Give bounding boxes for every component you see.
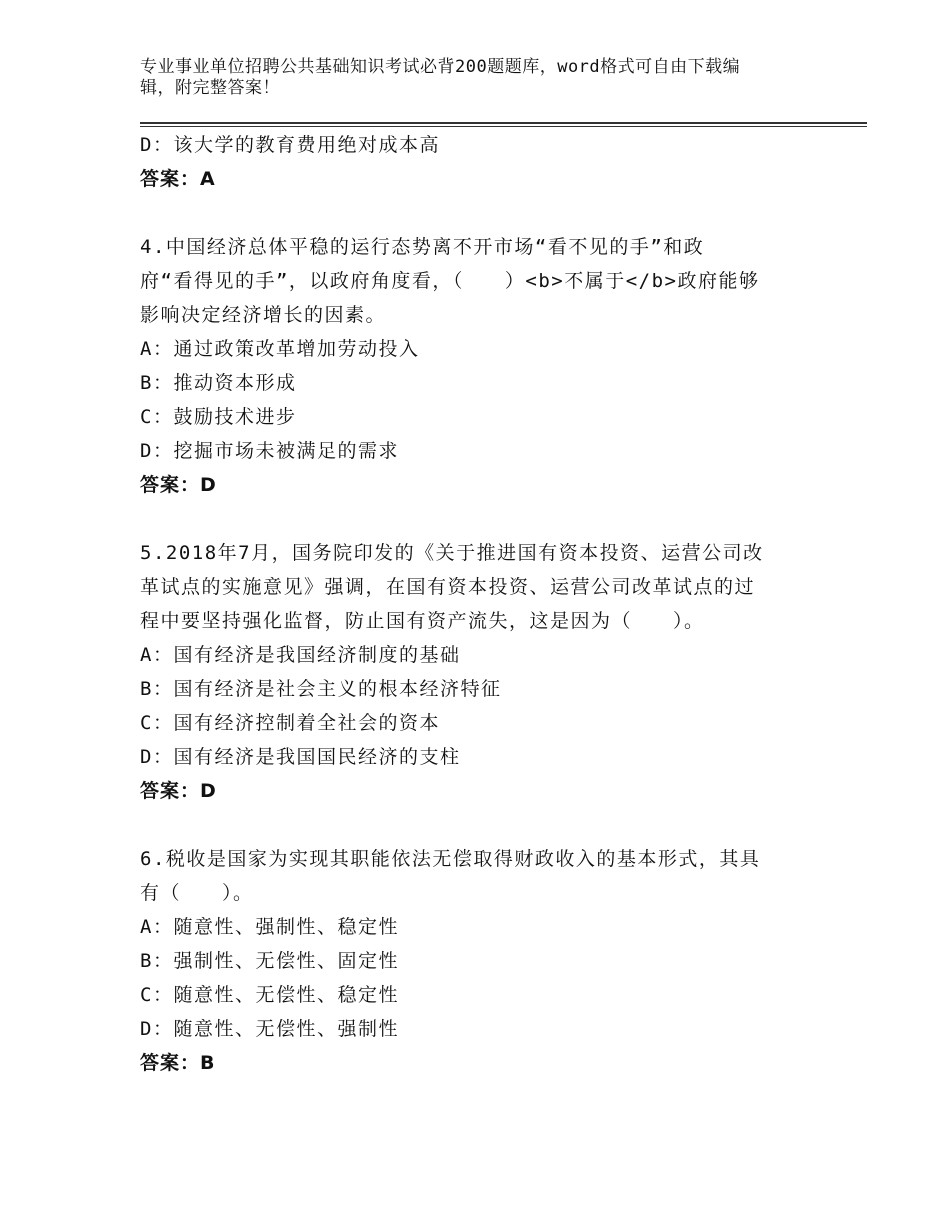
q4-option-d: D：挖掘市场未被满足的需求 <box>140 440 399 462</box>
header-divider-thin <box>140 126 867 127</box>
q3-option-d: D：该大学的教育费用绝对成本高 <box>140 134 440 156</box>
q5-option-a: A：国有经济是我国经济制度的基础 <box>140 644 461 666</box>
q6-option-d: D：随意性、无偿性、强制性 <box>140 1018 399 1040</box>
header-divider-thick <box>140 122 867 124</box>
q4-option-a: A：通过政策改革增加劳动投入 <box>140 338 420 360</box>
q5-stem-line-2: 革试点的实施意见》强调，在国有资本投资、运营公司改革试点的过 <box>140 576 756 598</box>
question-6 <box>140 842 820 1080</box>
q5-option-d: D：国有经济是我国国民经济的支柱 <box>140 746 461 768</box>
q4-stem-line-2: 府“看得见的手”，以政府角度看，（ ）<b>不属于</b>政府能够 <box>140 270 760 292</box>
q6-stem-line-1: 6.税收是国家为实现其职能依法无偿取得财政收入的基本形式，其具 <box>140 848 761 870</box>
q5-stem-line-1: 5.2018年7月，国务院印发的《关于推进国有资本投资、运营公司改 <box>140 542 764 564</box>
q6-stem-line-2: 有（ ）。 <box>140 882 254 904</box>
q5-answer: 答案：D <box>140 780 217 802</box>
q4-stem-line-1: 4.中国经济总体平稳的运行态势离不开市场“看不见的手”和政 <box>140 236 705 258</box>
question-4 <box>140 230 820 502</box>
q3-answer: 答案：A <box>140 168 216 190</box>
q4-option-b: B：推动资本形成 <box>140 372 297 394</box>
spacer <box>140 808 820 842</box>
spacer <box>140 196 820 230</box>
question-5 <box>140 536 820 808</box>
header-line-2: 辑，附完整答案！ <box>140 78 280 98</box>
q5-option-c: C：国有经济控制着全社会的资本 <box>140 712 440 734</box>
q6-option-c: C：随意性、无偿性、稳定性 <box>140 984 399 1006</box>
q6-answer: 答案：B <box>140 1052 216 1074</box>
question-list <box>140 128 820 1080</box>
q4-answer: 答案：D <box>140 474 217 496</box>
q6-option-a: A：随意性、强制性、稳定性 <box>140 916 399 938</box>
q5-option-b: B：国有经济是社会主义的根本经济特征 <box>140 678 502 700</box>
q6-option-b: B：强制性、无偿性、固定性 <box>140 950 399 972</box>
header-line-1: 专业事业单位招聘公共基础知识考试必背200题题库，word格式可自由下载编 <box>140 57 741 77</box>
q4-stem-line-3: 影响决定经济增长的因素。 <box>140 304 387 326</box>
page-header <box>140 57 800 99</box>
q4-option-c: C：鼓励技术进步 <box>140 406 297 428</box>
q5-stem-line-3: 程中要坚持强化监督，防止国有资产流失，这是因为（ ）。 <box>140 610 705 632</box>
spacer <box>140 502 820 536</box>
